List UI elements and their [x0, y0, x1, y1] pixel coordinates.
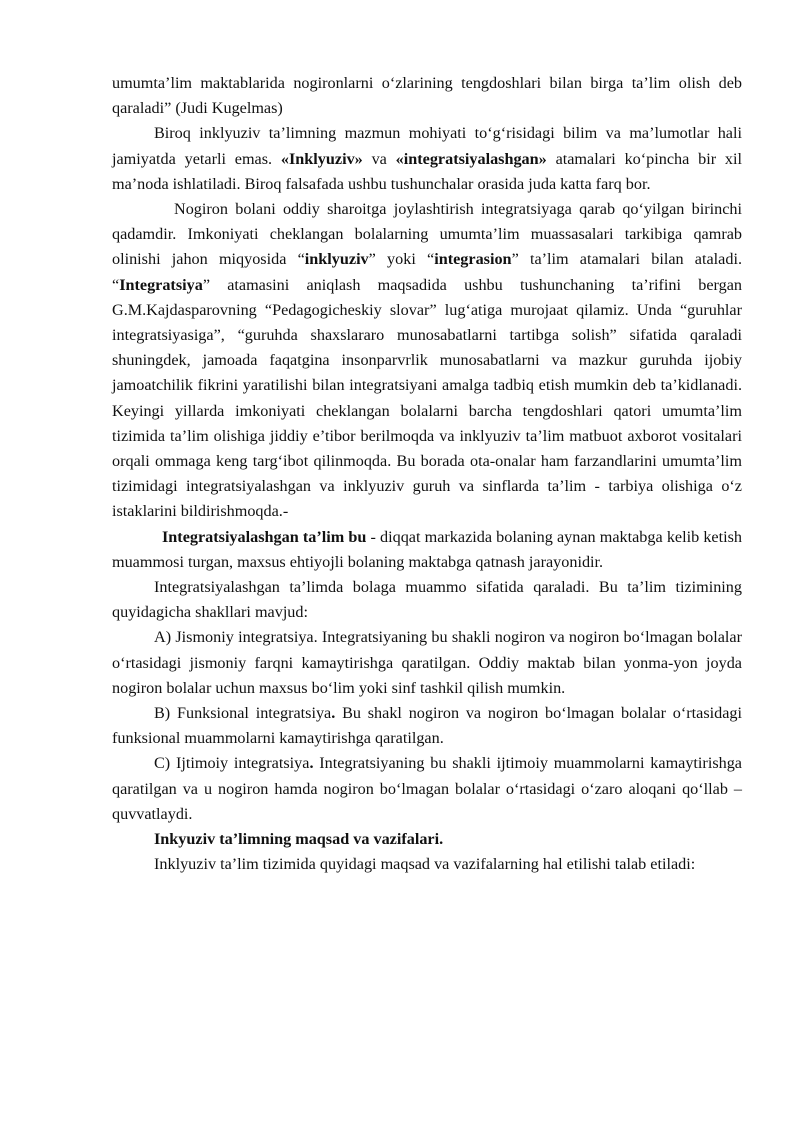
- bold-text: Integratsiyalashgan ta’lim bu: [162, 527, 367, 546]
- text-run: ” yoki “: [368, 250, 435, 269]
- paragraph-p10: [112, 852, 742, 877]
- paragraph-p2: [112, 121, 742, 197]
- paragraph-p4: [112, 525, 742, 575]
- text-run: Nogiron bolani oddiy sharoitga joylashtirish integratsiyaga qarab qo‘yilgan birinchi qadamdir. Imkoniyati cheklangan bolalarning umumta’lim muassasalari tarkibiga qamrab olinishi jahon miqyosida “: [112, 200, 742, 269]
- text-run: A) Jismoniy integratsiya. Integratsiyaning bu shakli nogiron va nogiron bo‘lmagan bolalar o‘rtasidagi jismoniy farqni kamaytirishga qaratilgan. Oddiy maktab bilan yonma-yon joyda nogiron bolalar uchun maxsus bo‘lim yoki sinf tashkil qilish mumkin.: [112, 628, 742, 697]
- text-run: C) Ijtimoiy integratsiya: [154, 754, 310, 773]
- text-run: va: [362, 149, 396, 168]
- text-run: umumta’lim maktablarida nogironlarni o‘zlarining tengdoshlari bilan birga ta’lim olish deb qaraladi” (Judi Kugelmas): [112, 74, 742, 118]
- text-run: ” ta’lim atamalari bilan ataladi. “: [112, 250, 742, 294]
- bold-text: Inkyuziv ta’limning maqsad va vazifalari.: [154, 830, 444, 849]
- text-run: B) Funksional integratsiya: [154, 704, 332, 723]
- paragraph-p5: [112, 575, 742, 625]
- text-run: Integratsiyalashgan ta’limda bolaga muammo sifatida qaraladi. Bu ta’lim tizimining quyidagicha shakllari mavjud:: [112, 578, 742, 622]
- paragraph-p8: [112, 751, 742, 827]
- text-run: Integratsiyaning bu shakli ijtimoiy muammolarni kamaytirishga qaratilgan va u nogiron hamda nogiron bo‘lmagan bolalar o‘rtasidagi o‘zaro aloqani qo‘llab – quvvatlaydi.: [112, 754, 742, 823]
- bold-text: «integratsiyalashgan»: [395, 149, 547, 168]
- bold-text: Integratsiya: [119, 275, 203, 294]
- bold-text: inklyuziv: [304, 250, 369, 269]
- bold-text: .: [331, 704, 336, 723]
- text-run: Inklyuziv ta’lim tizimida quyidagi maqsad va vazifalarning hal etilishi talab etiladi:: [154, 855, 696, 874]
- bold-text: .: [309, 754, 314, 773]
- paragraph-p6: [112, 625, 742, 701]
- text-run: Bu shakl nogiron va nogiron bo‘lmagan bolalar o‘rtasidagi funksional muammolarni kamaytirishga qaratilgan.: [112, 704, 742, 748]
- paragraph-p1: [112, 71, 742, 121]
- paragraph-p7: [112, 701, 742, 751]
- text-run: atamalari ko‘pincha bir xil ma’noda ishlatiladi. Biroq falsafada ushbu tushunchalar orasida juda katta farq bor.: [112, 149, 742, 193]
- text-run: ” atamasini aniqlash maqsadida ushbu tushunchaning ta’rifini bergan G.M.Kajdasparovning “Pedagogicheskiy slovar” lug‘atiga murojaat qilamiz. Unda “guruhlar integratsiyasiga”, “guruhda shaxslararo munosabatlarni tartibga solish” sifatida qaraladi shuningdek, jamoada faqatgina insonparvrlik munosabatlarni va mazkur guruhda ijobiy jamoatchilik fikrini yaratilishi bilan integratsiyani amalga tadbiq etish mumkin deb ta’kidlanadi. Keyingi yillarda imkoniyati cheklangan bolalarni barcha tengdoshlari qatori umumta’lim tizimida ta’lim olishiga jiddiy e’tibor berilmoqda va inklyuziv ta’lim matbuot axborot vositalari orqali ommaga keng targ‘ibot qilinmoqda. Bu borada ota-onalar ham farzandlarini umumta’lim tizimidagi integratsiyalashgan va inklyuziv guruh va sinflarda ta’lim - tarbiya olishiga o‘z istaklarini bildirishmoqda.-: [112, 275, 742, 521]
- bold-text: «Inklyuziv»: [280, 149, 363, 168]
- paragraph-p3: [112, 197, 742, 525]
- text-run: - diqqat markazida bolaning aynan maktabga kelib ketish muammosi turgan, maxsus ehtiyojli bolaning maktabga qatnash jarayonidir.: [112, 527, 742, 571]
- paragraph-p9: [112, 827, 742, 852]
- bold-text: integrasion: [434, 250, 512, 269]
- text-run: Biroq inklyuziv ta’limning mazmun mohiyati to‘g‘risidagi bilim va ma’lumotlar hali jamiyatda yetarli emas.: [112, 124, 742, 168]
